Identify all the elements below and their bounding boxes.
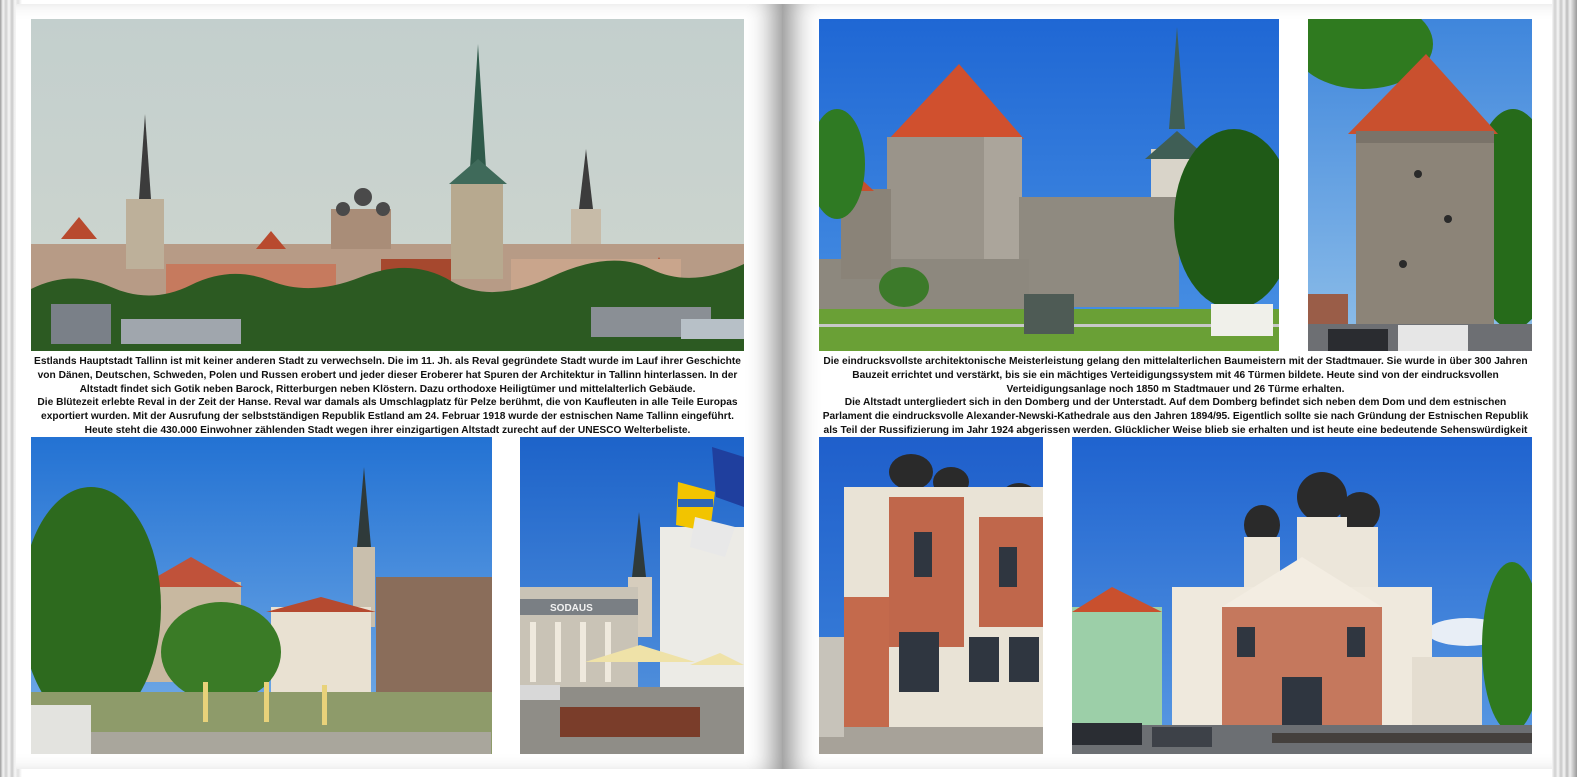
photo-kiek-in-de-kok [1308, 19, 1532, 351]
caption-paragraph: Die Blütezeit erlebte Reval in der Zeit der Hanse. Reval war damals als Umschlagplatz für Pelze berühmt, die von Kaufleuten in alle Teile Europas exportiert wurden. Mit der Ausrufung der selbstständigen Republik Estland am 24. Februar 1918 wurde der estnischen Name Tallinn eingeführt. [37, 397, 738, 423]
sodaus-sign: SODAUS [550, 603, 593, 614]
caption-paragraph: Die Altstadt untergliedert sich in den Domberg und der Unterstadt. Auf dem Domberg befindet sich neben dem Dom und dem estnischen Parlament die eindrucksvolle Alexander-Newski-Kathedrale aus den Jahren 1894/95. Eigentlich sollte sie nach Gründung der Estnischen Republik als Teil der Russifizierung im Jahr 1924 abgerissen werden. Glücklicher Weise blieb sie erhalten und ist heute eine bedeutende Sehenswürdigkeit [822, 397, 1529, 436]
caption-paragraph: Die eindrucksvollste architektonische Meisterleistung gelang den mittelalterlichen Baumeistern mit der Stadtmauer. Sie wurde in über 300 Jahren Bauzeit errichtet und verstärkt, bis sie ein mächtiges Verteidigungssystem mit 46 Türmen bildete. Heute sind von der eindrucksvollen Verteidigungsanlage noch 1850 m Stadtmauer und 26 Türme erhalten. [823, 356, 1528, 395]
left-page [16, 4, 782, 769]
photo-tallinn-skyline [31, 19, 744, 351]
right-page [782, 4, 1554, 769]
photo-city-wall [819, 19, 1279, 351]
book-edge [1552, 0, 1577, 777]
photo-alexander-nevsky [1072, 437, 1532, 754]
left-caption [31, 355, 744, 438]
caption-paragraph: Estlands Hauptstadt Tallinn ist mit keiner anderen Stadt zu verwechseln. Die im 11. Jh. als Reval gegründete Stadt wurde im Lauf ihrer Geschichte von Dänen, Deutschen, Schweden, Polen und Russen erobert und jeder dieser Eroberer hat Spuren der Architektur in Tallinn hinterlassen. In der Altstadt findet sich Gotik neben Barock, Ritterburgen neben Klöstern. Dazu orthodoxe Heiligtümer und mittelalterlich Gebäude. [34, 356, 741, 395]
caption-paragraph: Heute steht die 430.000 Einwohner zählenden Stadt wegen ihrer einzigartigen Altstadt zurecht auf der UNESCO Welterbeliste. [84, 424, 691, 436]
photo-cathedral-side [819, 437, 1043, 754]
photo-town-hall-square [31, 437, 492, 754]
photo-street-flags [520, 437, 744, 754]
